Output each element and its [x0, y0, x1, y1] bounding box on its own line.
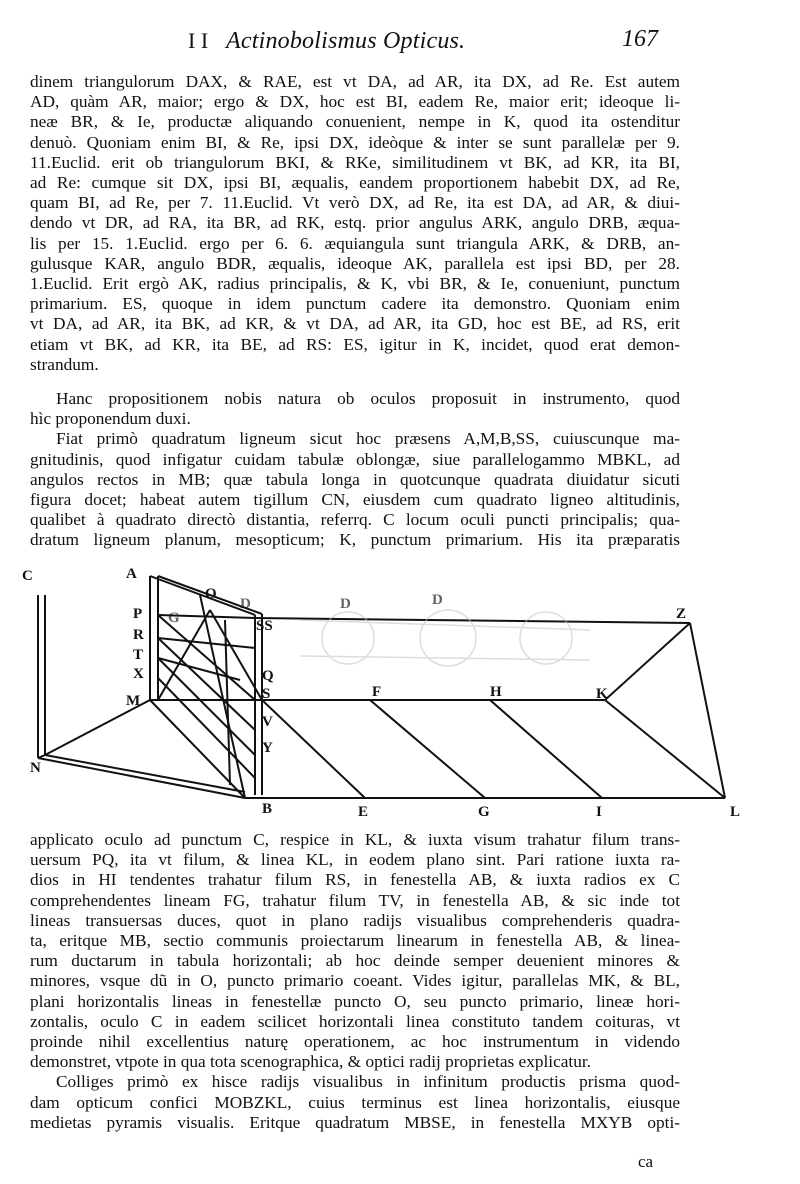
text-line: lineas transuersas duces, quot in plano radijs visualibus comprehenderis quadra- — [30, 910, 680, 930]
label-a: A — [126, 566, 137, 582]
board-line — [605, 623, 690, 700]
text-line: angulos rectos in MB; quæ tabula longa in quotcunque quadrata diuidatur sicuti — [30, 469, 680, 489]
text-line: etiam vt BK, ad KR, ita BE, ad RS: ES, igitur in K, incidet, quod erat demon- — [30, 334, 680, 354]
label-ss: SS — [256, 618, 273, 634]
text-line: ta, eritque MB, sectio communis proiectarum linearum in fenestella AB, & linea- — [30, 931, 680, 951]
figure-svg — [0, 560, 800, 830]
label-y: Y — [262, 740, 273, 756]
board-diagonal — [370, 700, 485, 798]
text-line: qualibet à quadrato directò distantia, referrq. C locum oculi puncti principalis; qua- — [30, 510, 680, 530]
text-line: Hanc propositionem nobis natura ob oculos proposuit in instrumento, quod — [56, 389, 680, 408]
board-line — [605, 700, 725, 798]
ghost-label: D — [240, 596, 251, 612]
label-c: C — [22, 568, 33, 584]
text-line: Fiat primò quadratum ligneum sicut hoc præsens A,M,B,SS, cuiuscunque ma- — [56, 429, 680, 449]
text-line: lis per 15. 1.Euclid. ergo per 6. 6. æquiangula sunt triangula ARK, & DRB, an- — [30, 233, 680, 253]
text-line: demonstret, vtpote in qua tota scenographica, & optici radij proprietas explicatur. — [30, 1052, 591, 1072]
label-o: O — [205, 586, 217, 602]
running-title: Actinobolismus Opticus. — [226, 28, 466, 54]
text-line: medietas pyramis visualis. Eritque quadratum MBSE, in fenestella MXYB opti- — [30, 1112, 680, 1132]
label-g: G — [478, 804, 490, 820]
text-line: Colliges primò ex hisce radijs visualibus in infinitum productis prisma quod- — [56, 1072, 680, 1092]
label-k: K — [596, 686, 608, 702]
label-m: M — [126, 693, 141, 709]
text-line: neæ BR, & Ie, productæ aliquando conuenient, nempe in K, quod ita ostenditur — [30, 112, 680, 132]
figure-letters — [22, 566, 740, 820]
board-diagonal — [490, 700, 602, 798]
text-line: vt DA, ad AR, ita BK, ad KR, & vt DA, ad AR, ita GD, hoc est BE, ad RS, erit — [30, 314, 680, 334]
label-s: S — [262, 686, 271, 702]
label-r: R — [133, 627, 144, 643]
thread-line — [158, 678, 255, 778]
label-i: I — [596, 804, 602, 820]
ghost-label: D — [432, 592, 443, 608]
text-line: dam opticum confici MOBZKL, cuius terminus est linea horizontalis, eiusque — [30, 1092, 680, 1112]
text-block-application — [30, 830, 680, 1133]
label-v: V — [262, 714, 273, 730]
label-n: N — [30, 760, 41, 776]
text-line: comprehendentes lineam FG, trahatur filum TV, in fenestella AB, & sic inde tot — [30, 890, 680, 910]
label-t: T — [133, 647, 144, 663]
text-line: minores, vsque dũ in O, puncto primario coeant. Vides igitur, parallelas MK, & BL, — [30, 971, 680, 991]
board-diagonal — [262, 700, 365, 798]
text-line: AD, quàm AR, maior; ergo & DX, hoc est BI, eadem Re, maior erit; ideoque li- — [30, 92, 680, 112]
text-line: ad Re: cumque sit DX, ipsi BI, æqualis, eandem proportionem habebit DX, ad Re, — [30, 173, 680, 193]
text-line: zontalis, oculo C in eadem scilicet horizontali linea constituto tandem coituras, vt — [30, 1011, 680, 1031]
base-line — [45, 755, 245, 792]
text-line: denuò. Quoniam enim BI, & Re, ipsi DX, ideòque & inter se sunt parallelæ per 9. — [30, 132, 680, 152]
text-line: proinde nihil excellentius naturę operationem, ac hoc instrumentum in videndo — [30, 1032, 680, 1052]
text-line: rum ductarum in tabula horizontali; ab hoc deinde semper deuenient minores & — [30, 951, 680, 971]
thread-line — [158, 638, 255, 730]
text-line: dinem triangulorum DAX, & RAE, est vt DA, ad AR, ita DX, ad Re. Est autem — [30, 72, 680, 91]
text-line: dendo vt DR, ad RA, ita BR, ad RK, estq. prior angulus ARK, angulo DRB, æqua- — [30, 213, 680, 233]
text-line: uersum PQ, ita vt filum, & linea KL, in eodem plano sint. Pari ratione iuxta ra- — [30, 850, 680, 870]
label-f: F — [372, 684, 382, 700]
label-h: H — [490, 684, 502, 700]
board-line — [690, 623, 725, 798]
ghost-line — [300, 656, 590, 660]
header-ornament: I I — [188, 28, 209, 53]
text-line: dios in HI tendentes trahatur filum RS, in fenestella AB, & iuxta radios ex C — [30, 870, 680, 890]
text-line: applicato oculo ad punctum C, respice in KL, & iuxta visum trahatur filum trans- — [30, 830, 680, 849]
text-line: gnitudinis, quod infigatur cuidam tabulæ oblongæ, siue parallelogammo MBKL, ad — [30, 449, 680, 469]
text-line: strandum. — [30, 354, 99, 374]
text-line: dratum ligneum planum, mesopticum; K, punctum primarium. His ita præparatis — [30, 530, 680, 550]
thread-line — [200, 595, 245, 798]
label-p: P — [133, 606, 143, 622]
text-block-proof — [30, 72, 680, 375]
page-header — [0, 8, 800, 58]
text-line: plani horizontalis lineas in fenestellæ puncto O, seu puncto primario, lineæ hori- — [30, 991, 680, 1011]
text-line: quam BI, ad Re, per 7. 11.Euclid. Vt verò DX, ad Re, ita est DA, ad AR, & diui- — [30, 193, 680, 213]
text-line: 1.Euclid. Erit ergò AK, radius principalis, & K, vbi BR, & Ie, conueniunt, punctum — [30, 274, 680, 294]
label-e: E — [358, 804, 369, 820]
ghost-label: D — [340, 596, 351, 612]
ghost-label: G — [168, 610, 180, 626]
page-number: 167 — [622, 26, 658, 52]
thread-line — [158, 638, 255, 648]
text-line: figura docet; habeat autem tigillum CN, eiusdem cum quadrato ligneo altitudinis, — [30, 490, 680, 510]
text-line: primarium. ES, quoque in idem punctum cadere ita demonstro. Quoniam enim — [30, 294, 680, 314]
text-line: gulusque KAR, angulo BDR, æqualis, ideoque AK, parallela est ipsi BD, per 28. — [30, 253, 680, 273]
label-q: Q — [262, 668, 274, 684]
base-line — [38, 758, 245, 798]
ghost-circle — [520, 612, 572, 664]
thread-line — [158, 658, 255, 755]
text-block-instrument — [30, 389, 680, 551]
catchword: ca — [638, 1152, 654, 1171]
label-z: Z — [676, 606, 687, 622]
text-line: 11.Euclid. erit ob triangulorum BKI, & RKe, similitudinem vt BK, ad KR, ita BI, — [30, 152, 680, 172]
label-b: B — [262, 801, 273, 817]
label-l: L — [730, 804, 741, 820]
perspective-instrument-figure — [0, 560, 800, 830]
label-x: X — [133, 666, 144, 682]
text-line: hìc proponendum duxi. — [30, 409, 191, 429]
